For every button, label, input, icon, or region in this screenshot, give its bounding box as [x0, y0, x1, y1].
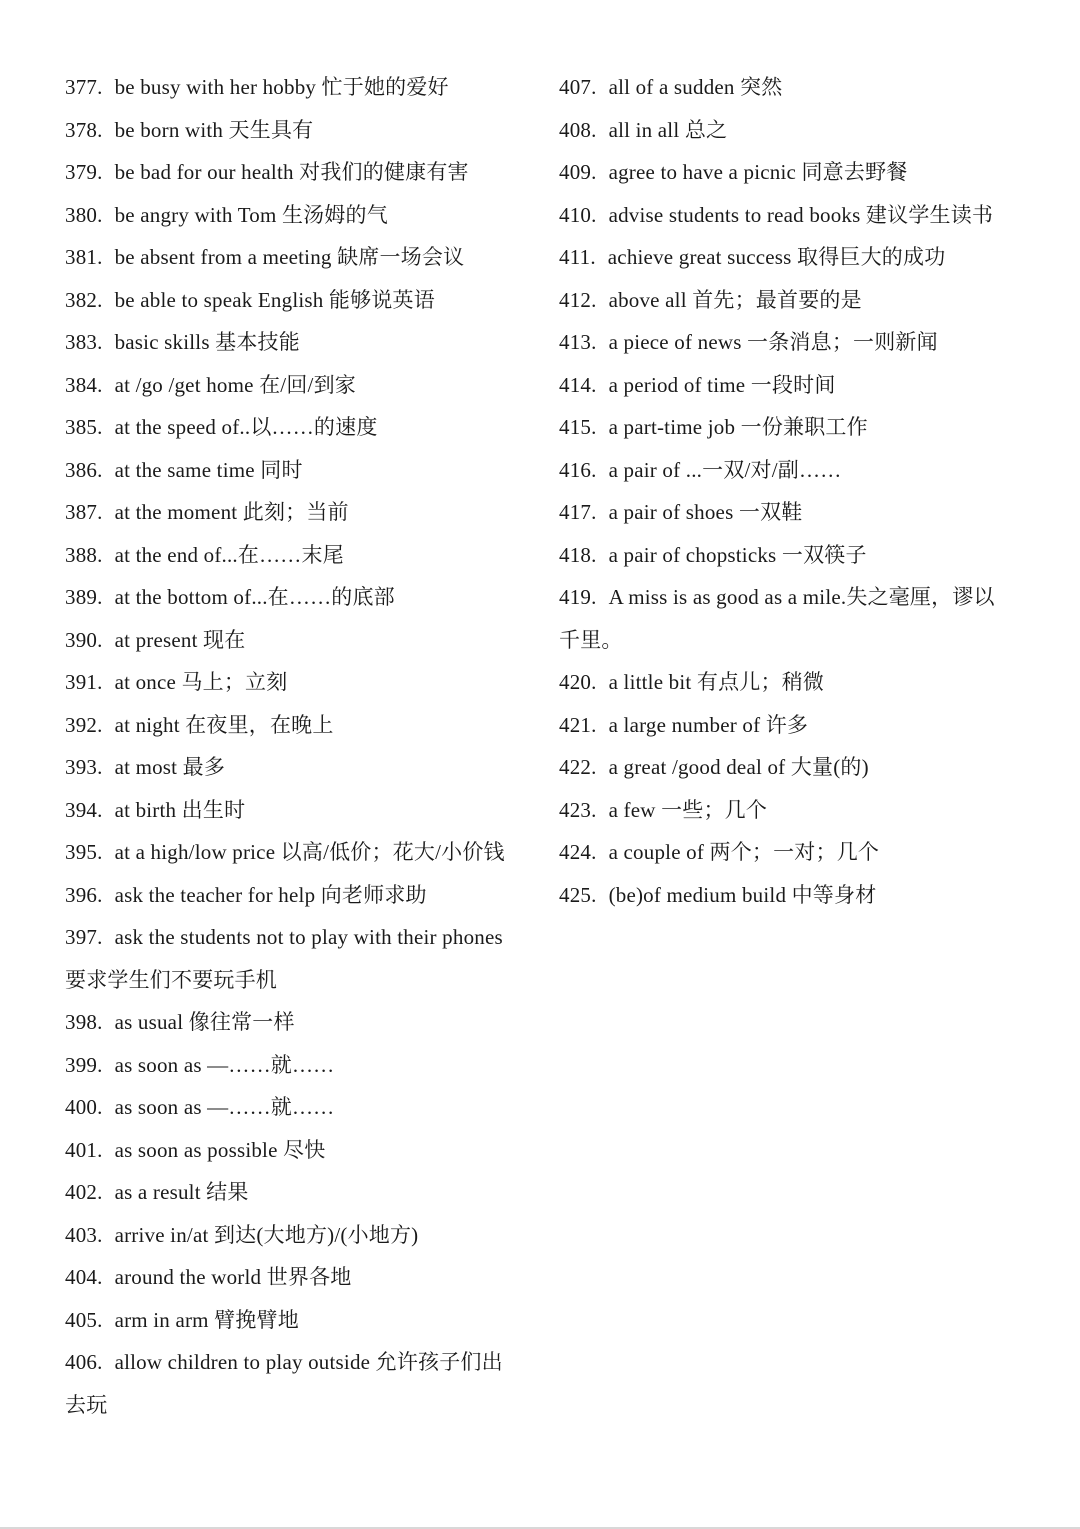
item-text: at the same time 同时: [114, 457, 303, 482]
item-number: 406.: [65, 1350, 103, 1374]
item-number: 387.: [65, 500, 103, 524]
item-text: advise students to read books 建议学生读书: [608, 202, 994, 227]
item-text: a part-time job 一份兼职工作: [608, 415, 868, 439]
list-item: [65, 661, 515, 704]
item-text: at /go /get home 在/回/到家: [114, 372, 356, 397]
item-text: at the moment 此刻；当前: [114, 500, 349, 524]
item-number: 394.: [65, 797, 103, 822]
item-text: at the end of...在……末尾: [114, 542, 344, 567]
item-text: as a result 结果: [114, 1180, 249, 1204]
list-item: [559, 109, 1009, 152]
item-number: 389.: [65, 585, 103, 609]
list-item: [65, 1171, 515, 1214]
item-number: 408.: [559, 117, 597, 142]
list-item: [65, 619, 515, 662]
list-item: [65, 321, 515, 364]
item-number: 395.: [65, 840, 103, 864]
item-number: 379.: [65, 160, 103, 184]
item-number: 385.: [65, 415, 103, 439]
list-item: [65, 279, 515, 322]
list-item: [65, 236, 515, 279]
list-item: [65, 1214, 515, 1257]
item-number: 410.: [559, 202, 597, 227]
list-item: [65, 831, 515, 874]
item-number: 392.: [65, 712, 103, 737]
item-number: 382.: [65, 287, 103, 312]
item-number: 409.: [559, 160, 597, 184]
item-number: 404.: [65, 1265, 103, 1289]
list-item: [65, 1341, 515, 1426]
list-item: [559, 534, 1009, 577]
item-text: be born with 天生具有: [114, 117, 314, 142]
item-number: 425.: [559, 882, 597, 907]
list-item: [559, 66, 1009, 109]
item-number: 416.: [559, 457, 597, 482]
item-text: arm in arm 臂挽臂地: [114, 1307, 299, 1332]
item-number: 391.: [65, 670, 103, 694]
item-text: (be)of medium build 中等身材: [608, 882, 877, 907]
item-text: at once 马上；立刻: [114, 670, 288, 694]
list-item: [65, 874, 515, 917]
list-item: [65, 576, 515, 619]
item-number: 400.: [65, 1095, 103, 1119]
item-number: 380.: [65, 202, 103, 227]
list-item: [65, 194, 515, 237]
item-number: 423.: [559, 797, 597, 822]
item-number: 388.: [65, 542, 103, 567]
list-item: [65, 1001, 515, 1044]
right-column: [559, 66, 1009, 916]
list-item: [559, 279, 1009, 322]
item-text: allow children to play outside 允许孩子们出去玩: [65, 1350, 503, 1417]
list-item: [559, 194, 1009, 237]
list-item: [65, 789, 515, 832]
item-number: 424.: [559, 840, 597, 864]
item-number: 384.: [65, 372, 103, 397]
list-item: [559, 746, 1009, 789]
item-number: 419.: [559, 585, 597, 609]
item-text: as soon as possible 尽快: [114, 1137, 326, 1162]
item-text: a piece of news 一条消息；一则新闻: [608, 330, 938, 354]
item-number: 421.: [559, 712, 597, 737]
item-number: 405.: [65, 1307, 103, 1332]
item-text: at the speed of..以……的速度: [114, 415, 378, 439]
list-item: [559, 236, 1009, 279]
list-item: [559, 789, 1009, 832]
item-number: 418.: [559, 542, 597, 567]
list-item: [65, 1129, 515, 1172]
item-number: 398.: [65, 1010, 103, 1034]
list-item: [559, 704, 1009, 747]
list-item: [559, 661, 1009, 704]
item-number: 383.: [65, 330, 103, 354]
item-number: 399.: [65, 1052, 103, 1077]
item-text: be bad for our health 对我们的健康有害: [114, 160, 469, 184]
item-number: 411.: [559, 245, 596, 269]
list-item: [65, 364, 515, 407]
list-item: [65, 746, 515, 789]
item-number: 393.: [65, 755, 103, 779]
item-text: be absent from a meeting 缺席一场会议: [114, 245, 465, 269]
item-number: 420.: [559, 670, 597, 694]
item-text: above all 首先；最首要的是: [608, 287, 862, 312]
item-text: a little bit 有点儿；稍微: [608, 670, 825, 694]
item-text: ask the teacher for help 向老师求助: [114, 882, 427, 907]
item-number: 415.: [559, 415, 597, 439]
item-number: 413.: [559, 330, 597, 354]
list-item: [559, 449, 1009, 492]
list-item: [65, 1299, 515, 1342]
list-item: [559, 576, 1009, 661]
item-text: A miss is as good as a mile.失之毫厘，谬以千里。: [559, 585, 995, 652]
item-text: be busy with her hobby 忙于她的爱好: [114, 75, 449, 99]
item-number: 412.: [559, 287, 597, 312]
item-text: a pair of ...一双/对/副……: [608, 457, 842, 482]
list-item: [559, 364, 1009, 407]
item-text: around the world 世界各地: [114, 1265, 352, 1289]
list-item: [65, 406, 515, 449]
item-text: a few 一些；几个: [608, 797, 768, 822]
item-number: 417.: [559, 500, 597, 524]
item-text: all in all 总之: [608, 117, 728, 142]
item-text: arrive in/at 到达(大地方)/(小地方): [114, 1222, 419, 1247]
item-text: agree to have a picnic 同意去野餐: [608, 160, 908, 184]
item-number: 396.: [65, 882, 103, 907]
item-text: achieve great success 取得巨大的成功: [607, 245, 946, 269]
item-text: a couple of 两个；一对；几个: [608, 840, 880, 864]
item-text: a pair of chopsticks 一双筷子: [608, 542, 867, 567]
item-text: as soon as —……就……: [114, 1052, 335, 1077]
item-number: 390.: [65, 627, 103, 652]
item-number: 397.: [65, 925, 103, 949]
list-item: [65, 1044, 515, 1087]
item-text: a great /good deal of 大量(的): [608, 755, 869, 779]
list-item: [65, 109, 515, 152]
item-number: 401.: [65, 1137, 103, 1162]
item-number: 403.: [65, 1222, 103, 1247]
item-text: ask the students not to play with their phones 要求学生们不要玩手机: [65, 925, 503, 992]
item-text: as usual 像往常一样: [114, 1010, 295, 1034]
item-text: be angry with Tom 生汤姆的气: [114, 202, 388, 227]
item-text: at a high/low price 以高/低价；花大/小价钱: [114, 840, 505, 864]
list-item: [559, 491, 1009, 534]
list-item: [65, 534, 515, 577]
list-item: [65, 1256, 515, 1299]
item-text: at night 在夜里，在晚上: [114, 712, 334, 737]
list-item: [559, 151, 1009, 194]
item-text: a period of time 一段时间: [608, 372, 836, 397]
item-text: all of a sudden 突然: [608, 75, 783, 99]
item-text: at the bottom of...在……的底部: [114, 585, 395, 609]
item-text: at present 现在: [114, 627, 246, 652]
item-text: a large number of 许多: [608, 712, 809, 737]
item-text: at most 最多: [114, 755, 226, 779]
item-number: 386.: [65, 457, 103, 482]
item-number: 377.: [65, 75, 103, 99]
item-text: basic skills 基本技能: [114, 330, 300, 354]
item-number: 414.: [559, 372, 597, 397]
list-item: [559, 321, 1009, 364]
left-column: [65, 66, 515, 1426]
list-item: [65, 704, 515, 747]
item-text: as soon as —……就……: [114, 1095, 335, 1119]
item-number: 381.: [65, 245, 103, 269]
item-text: at birth 出生时: [114, 797, 246, 822]
item-number: 378.: [65, 117, 103, 142]
list-item: [65, 449, 515, 492]
list-item: [65, 151, 515, 194]
list-item: [65, 66, 515, 109]
item-text: a pair of shoes 一双鞋: [608, 500, 803, 524]
list-item: [65, 916, 515, 1001]
item-number: 422.: [559, 755, 597, 779]
list-item: [65, 1086, 515, 1129]
item-text: be able to speak English 能够说英语: [114, 287, 435, 312]
item-number: 407.: [559, 75, 597, 99]
list-item: [559, 831, 1009, 874]
item-number: 402.: [65, 1180, 103, 1204]
list-item: [559, 874, 1009, 917]
list-item: [65, 491, 515, 534]
list-item: [559, 406, 1009, 449]
